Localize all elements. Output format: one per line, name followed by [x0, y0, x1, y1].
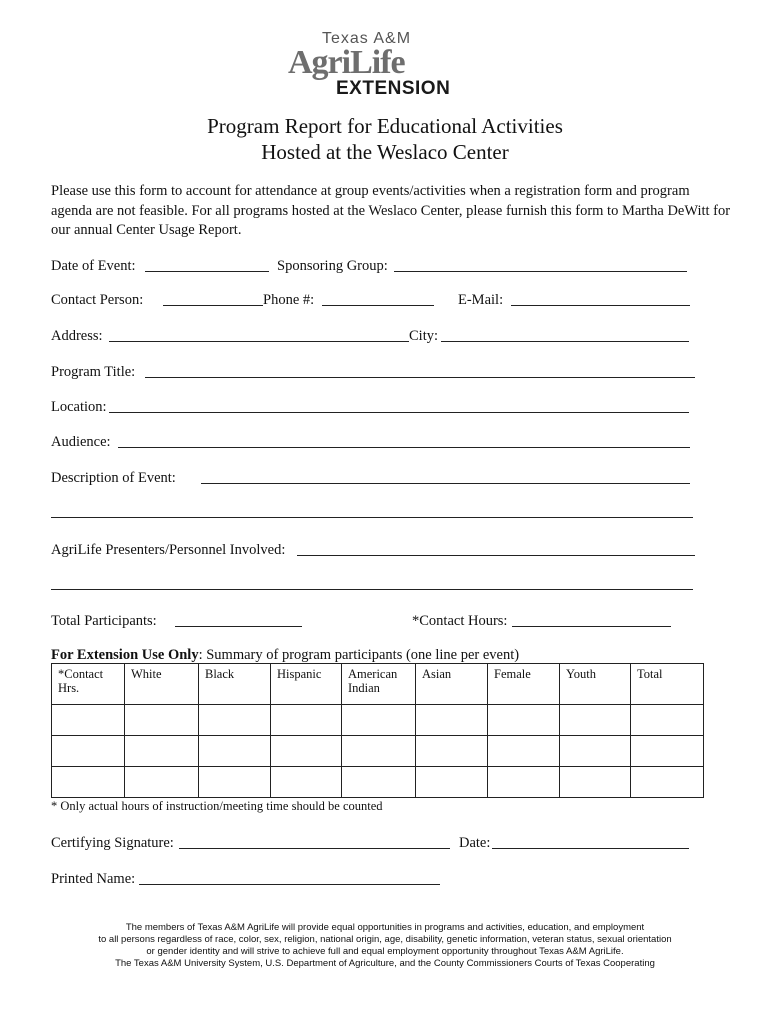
location-field[interactable] — [109, 412, 689, 413]
email-field[interactable] — [511, 305, 690, 306]
total-participants-label: Total Participants: — [51, 613, 157, 629]
row-location — [51, 397, 711, 417]
header-female: Female — [488, 664, 560, 705]
presenters-label: AgriLife Presenters/Personnel Involved: — [51, 542, 286, 558]
table-cell[interactable] — [271, 736, 342, 767]
city-field[interactable] — [441, 341, 689, 342]
row-date-sponsor — [51, 256, 711, 276]
table-cell[interactable] — [199, 767, 271, 798]
table-cell[interactable] — [416, 705, 488, 736]
phone-field[interactable] — [322, 305, 434, 306]
table-header-row — [52, 664, 704, 705]
row-signature — [51, 833, 711, 853]
row-presenters — [51, 540, 711, 560]
description-field[interactable] — [201, 483, 690, 484]
extension-use-heading — [51, 646, 519, 664]
table-cell[interactable] — [560, 767, 631, 798]
contact-hours-label: *Contact Hours: — [412, 613, 508, 629]
logo-line-extension: EXTENSION — [336, 78, 451, 99]
header-total: Total — [631, 664, 704, 705]
date-of-event-field[interactable] — [145, 271, 269, 272]
header-hispanic: Hispanic — [271, 664, 342, 705]
table-cell[interactable] — [271, 705, 342, 736]
contact-person-field[interactable] — [163, 305, 263, 306]
table-cell[interactable] — [560, 736, 631, 767]
header-white: White — [125, 664, 199, 705]
agrilife-logo — [288, 30, 488, 100]
table-cell[interactable] — [631, 767, 704, 798]
contact-hours-footnote: * Only actual hours of instruction/meeting time should be counted — [51, 799, 383, 813]
equal-opportunity-footer — [0, 922, 770, 970]
printed-name-label: Printed Name: — [51, 871, 136, 887]
contact-person-label: Contact Person: — [51, 292, 144, 308]
email-label: E-Mail: — [458, 292, 504, 308]
row-address — [51, 326, 711, 346]
table-cell[interactable] — [125, 736, 199, 767]
table-cell[interactable] — [488, 767, 560, 798]
row-audience — [51, 432, 711, 452]
row-printed-name — [51, 869, 711, 889]
program-title-label: Program Title: — [51, 364, 136, 380]
table-row — [52, 705, 704, 736]
table-cell[interactable] — [342, 705, 416, 736]
table-row — [52, 736, 704, 767]
table-cell[interactable] — [416, 767, 488, 798]
table-cell[interactable] — [199, 736, 271, 767]
description-label: Description of Event: — [51, 470, 176, 486]
extension-use-rest: : Summary of program participants (one line per event) — [198, 647, 520, 663]
address-label: Address: — [51, 328, 103, 344]
extension-use-bold: For Extension Use Only — [51, 647, 199, 663]
city-label: City: — [409, 328, 439, 344]
signature-date-label: Date: — [459, 835, 491, 851]
address-field[interactable] — [109, 341, 409, 342]
footer-line-4: The Texas A&M University System, U.S. Department of Agriculture, and the County Commissioners Courts of Texas Cooperating — [115, 958, 655, 969]
table-cell[interactable] — [342, 736, 416, 767]
certifying-signature-field[interactable] — [179, 848, 450, 849]
participant-summary-table — [51, 663, 704, 798]
table-cell[interactable] — [416, 736, 488, 767]
footer-line-3: or gender identity and will strive to achieve full and equal employment opportunity throughout Texas A&M AgriLife. — [146, 946, 624, 957]
table-cell[interactable] — [488, 736, 560, 767]
table-cell[interactable] — [125, 705, 199, 736]
intro-paragraph: Please use this form to account for attendance at group events/activities when a registration form and program agenda are not feasible. For all programs hosted at the Weslaco Center, please furnish this form to Martha DeWitt for our annual Center Usage Report. — [51, 183, 731, 238]
header-black: Black — [199, 664, 271, 705]
phone-label: Phone #: — [263, 292, 315, 308]
description-field-line-2[interactable] — [51, 517, 693, 518]
certifying-signature-label: Certifying Signature: — [51, 835, 174, 851]
table-cell[interactable] — [631, 705, 704, 736]
table-cell[interactable] — [52, 767, 125, 798]
total-participants-field[interactable] — [175, 626, 302, 627]
row-contact — [51, 290, 711, 310]
program-title-field[interactable] — [145, 377, 695, 378]
row-totals — [51, 611, 711, 631]
header-american-indian: American Indian — [342, 664, 416, 705]
table-cell[interactable] — [342, 767, 416, 798]
table-cell[interactable] — [560, 705, 631, 736]
signature-date-field[interactable] — [492, 848, 689, 849]
location-label: Location: — [51, 399, 107, 415]
printed-name-field[interactable] — [139, 884, 440, 885]
logo-line-texas-am: Texas A&M — [322, 30, 412, 47]
audience-label: Audience: — [51, 434, 111, 450]
presenters-field-line-2[interactable] — [51, 589, 693, 590]
date-of-event-label: Date of Event: — [51, 258, 136, 274]
header-youth: Youth — [560, 664, 631, 705]
footer-line-2: to all persons regardless of race, color, sex, religion, national origin, age, disability, genetic information, veteran status, sexual orientation — [98, 934, 672, 945]
presenters-field[interactable] — [297, 555, 695, 556]
row-description — [51, 468, 711, 488]
table-row — [52, 767, 704, 798]
row-program-title — [51, 362, 711, 382]
audience-field[interactable] — [118, 447, 690, 448]
footer-line-1: The members of Texas A&M AgriLife will provide equal opportunities in programs and activities, education, and employment — [125, 922, 645, 933]
header-asian: Asian — [416, 664, 488, 705]
table-cell[interactable] — [488, 705, 560, 736]
page-title-line-1: Program Report for Educational Activities — [207, 114, 563, 138]
logo-line-agrilife: AgriLife — [288, 44, 405, 81]
table-cell[interactable] — [125, 767, 199, 798]
table-cell[interactable] — [631, 736, 704, 767]
sponsoring-group-label: Sponsoring Group: — [277, 258, 388, 274]
sponsoring-group-field[interactable] — [394, 271, 687, 272]
table-cell[interactable] — [52, 705, 125, 736]
contact-hours-field[interactable] — [512, 626, 671, 627]
header-contact-hrs: *Contact Hrs. — [52, 664, 125, 705]
table-cell[interactable] — [52, 736, 125, 767]
page-title-line-2: Hosted at the Weslaco Center — [261, 140, 509, 164]
table-cell[interactable] — [271, 767, 342, 798]
table-cell[interactable] — [199, 705, 271, 736]
